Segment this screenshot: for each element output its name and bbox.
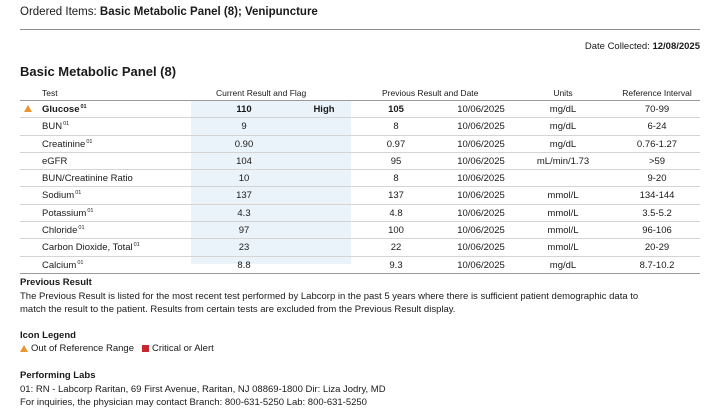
current-result: 104 <box>236 155 252 167</box>
table-row <box>20 205 700 222</box>
lab-code: 01 <box>78 225 85 232</box>
units: mmol/L <box>547 190 579 202</box>
lab-code: 01 <box>80 104 87 110</box>
header-test: Test <box>42 88 58 98</box>
previous-result-text <box>20 290 700 316</box>
previous-result-line: The Previous Result is listed for the most recent test performed by Labcorp in the past 5 years where there is sufficient patient demographic data to <box>20 291 639 302</box>
units: mmol/L <box>547 225 579 237</box>
current-result: 8.8 <box>237 259 251 271</box>
units: mmol/L <box>547 242 579 254</box>
test-name: Creatinine$^{01}$ <box>42 138 93 150</box>
header-units: Units <box>553 88 573 98</box>
critical-square-icon <box>142 345 149 352</box>
header-reference: Reference Interval <box>622 88 692 98</box>
previous-date: 10/06/2025 <box>457 121 505 133</box>
date-collected-label: Date Collected: <box>584 41 650 52</box>
previous-result-line: match the result to the patient. Results from certain tests are excluded from the Previous Result display. <box>20 304 456 315</box>
date-collected <box>585 41 700 52</box>
performing-labs-line: For inquiries, the physician may contact Branch: 800-631-5250 Lab: 800-631-5250 <box>20 397 367 408</box>
panel-title: Basic Metabolic Panel (8) <box>20 64 177 79</box>
previous-result: 4.8 <box>389 207 403 219</box>
results-table-header <box>20 87 700 101</box>
previous-date: 10/06/2025 <box>457 138 505 150</box>
reference-interval: 6-24 <box>647 121 667 133</box>
header-current: Current Result and Flag <box>216 88 307 98</box>
previous-date: 10/06/2025 <box>457 207 505 219</box>
lab-code: 01 <box>133 242 140 249</box>
units: mg/dL <box>549 138 577 150</box>
test-name: Potassium$^{01}$ <box>42 207 94 219</box>
previous-date: 10/06/2025 <box>457 225 505 237</box>
current-result: 10 <box>238 173 250 185</box>
reference-interval: 0.76-1.27 <box>636 138 678 150</box>
previous-result: 137 <box>388 190 404 202</box>
reference-interval: >59 <box>648 155 666 167</box>
header-previous: Previous Result and Date <box>382 88 479 98</box>
units: mg/dL <box>549 259 577 271</box>
previous-result: 8 <box>393 173 399 185</box>
reference-interval: 8.7-10.2 <box>639 259 675 271</box>
divider <box>20 29 700 30</box>
current-result: 23 <box>238 242 250 254</box>
previous-result: 8 <box>393 121 399 133</box>
legend-critical: Critical or Alert <box>151 343 214 354</box>
table-row <box>20 257 700 274</box>
table-row <box>20 222 700 239</box>
previous-result: 105 <box>388 104 404 115</box>
table-row <box>20 153 700 170</box>
previous-date: 10/06/2025 <box>457 173 505 185</box>
ordered-items-value: Basic Metabolic Panel (8); Venipuncture <box>99 6 318 18</box>
test-name: eGFR <box>42 155 68 167</box>
reference-interval: 3.5-5.2 <box>642 207 672 219</box>
performing-labs-line: 01: RN - Labcorp Raritan, 69 First Avenue, Raritan, NJ 08869-1800 Dir: Liza Jodry, MD <box>20 384 386 395</box>
lab-code: 01 <box>77 259 84 266</box>
current-result: 0.90 <box>234 138 254 150</box>
lab-code: 01 <box>87 207 94 214</box>
current-result: 110 <box>236 104 252 115</box>
table-row <box>20 136 700 153</box>
table-row <box>20 101 700 118</box>
reference-interval: 96-106 <box>642 225 672 237</box>
test-name: Glucose$^{01}$ <box>42 104 87 115</box>
warning-triangle-icon <box>24 105 32 112</box>
units: mmol/L <box>547 207 579 219</box>
units: mg/dL <box>549 121 577 133</box>
current-result: 9 <box>241 121 247 133</box>
legend-out-of-range: Out of Reference Range <box>31 343 134 354</box>
units: mL/min/1.73 <box>536 155 590 167</box>
current-result: 97 <box>238 225 250 237</box>
lab-code: 01 <box>86 138 93 145</box>
reference-interval: 9-20 <box>647 173 667 185</box>
lab-code: 01 <box>75 190 82 197</box>
previous-result: 0.97 <box>386 138 406 150</box>
result-flag: High <box>313 104 335 115</box>
test-name: Chloride$^{01}$ <box>42 225 85 237</box>
ordered-items <box>20 6 318 18</box>
results-table-body <box>20 101 700 274</box>
reference-interval: 134-144 <box>639 190 675 202</box>
table-row <box>20 170 700 187</box>
previous-result-title: Previous Result <box>20 277 92 288</box>
lab-code: 01 <box>63 121 70 128</box>
icon-legend <box>20 343 214 354</box>
previous-result: 9.3 <box>389 259 403 271</box>
warning-triangle-icon <box>20 345 28 352</box>
current-result: 4.3 <box>237 207 251 219</box>
table-row <box>20 239 700 256</box>
reference-interval: 20-29 <box>644 242 670 254</box>
performing-labs-title: Performing Labs <box>20 370 96 381</box>
test-name: BUN$^{01}$ <box>42 121 70 133</box>
previous-result: 100 <box>388 225 404 237</box>
previous-date: 10/06/2025 <box>457 104 505 115</box>
test-name: Calcium$^{01}$ <box>42 259 84 271</box>
icon-legend-title: Icon Legend <box>20 330 76 341</box>
test-name: Sodium$^{01}$ <box>42 190 82 202</box>
previous-date: 10/06/2025 <box>457 242 505 254</box>
table-row <box>20 118 700 135</box>
reference-interval: 70-99 <box>644 104 670 115</box>
previous-date: 10/06/2025 <box>457 155 505 167</box>
table-row <box>20 187 700 204</box>
current-result: 137 <box>236 190 252 202</box>
previous-result: 95 <box>390 155 402 167</box>
units: mg/dL <box>549 104 577 115</box>
test-name: Carbon Dioxide, Total$^{01}$ <box>42 242 140 254</box>
previous-date: 10/06/2025 <box>457 190 505 202</box>
previous-date: 10/06/2025 <box>457 259 505 271</box>
test-name: BUN/Creatinine Ratio <box>42 173 133 185</box>
ordered-items-label: Ordered Items: <box>20 6 97 18</box>
date-collected-value: 12/08/2025 <box>652 41 700 52</box>
performing-labs-text <box>20 383 700 409</box>
previous-result: 22 <box>390 242 402 254</box>
